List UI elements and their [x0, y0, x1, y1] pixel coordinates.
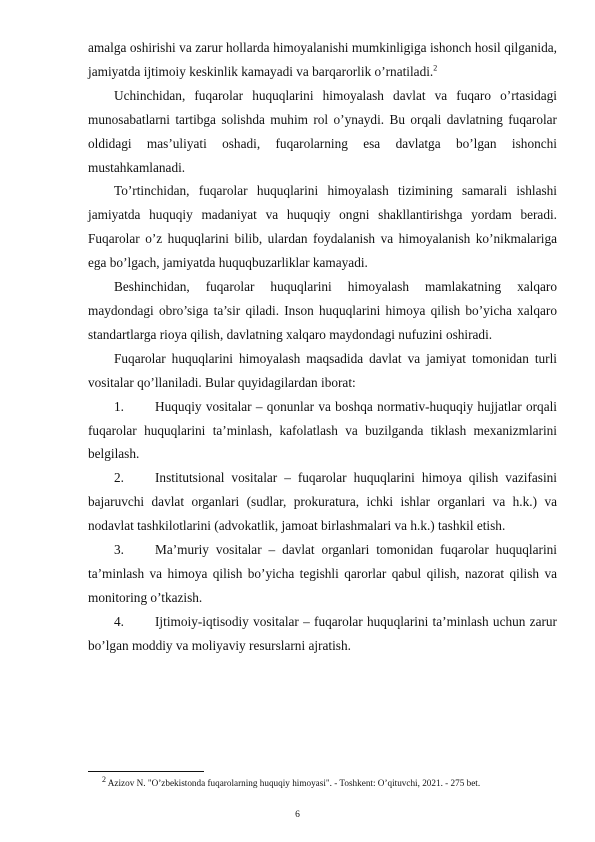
list-text: Ijtimoiy-iqtisodiy vositalar – fuqarolar huquqlarini ta’minlash uchun zarur bo’lgan moddiy va moliyaviy resurslarni ajratish. — [88, 613, 557, 653]
list-item — [88, 395, 557, 467]
list-number: 4. — [114, 613, 124, 629]
list-number: 1. — [114, 398, 124, 414]
footnote — [88, 775, 548, 792]
list-number: 2. — [114, 470, 124, 486]
list-text: Institutsional vositalar – fuqarolar huquqlarini himoya qilish vazifasini bajaruvchi davlat organlari (sudlar, prokuratura, ichki ishlar organlari va h.k.) va nodavlat tashkilotlarini (advokatlik, jamoat birlashmalari va h.k.) tashkil etish. — [88, 470, 557, 534]
paragraph-continuation — [88, 36, 557, 84]
paragraph-text: amalga oshirishi va zarur hollarda himoyalanishi mumkinligiga ishonch hosil qilganida, jamiyatda ijtimoiy keskinlik kamayadi va barqarorlik o’rnatiladi. — [88, 40, 557, 79]
list-text: Huquqiy vositalar – qonunlar va boshqa normativ-huquqiy hujjatlar orqali fuqarolar huquqlarini ta’minlash, kafolatlash va buzilganda tiklash mexanizmlarini belgilash. — [88, 398, 557, 462]
list-number: 3. — [114, 542, 124, 558]
footnote-mark: 2 — [102, 774, 106, 784]
paragraph-fifth: Beshinchidan, fuqarolar huquqlarini himoyalash mamlakatning xalqaro maydondagi obro’siga ta’sir qiladi. Inson huquqlarini himoya qilish bo’yicha xalqaro standartlarga rioya qilish, davlatning xalqaro maydondagi nufuzini oshiradi. — [88, 279, 557, 342]
paragraph-means-intro: Fuqarolar huquqlarini himoyalash maqsadida davlat va jamiyat tomonidan turli vositalar qo’llaniladi. Bular quyidagilardan iborat: — [88, 350, 557, 390]
paragraph-fourth: To’rtinchidan, fuqarolar huquqlarini himoyalash tizimining samarali ishlashi jamiyatda huquqiy madaniyat va huquqiy ongni shakllantirishga yordam beradi. Fuqarolar o’z huquqlarini bilib, ulardan foydalanish va himoyalanish ko’nikmalariga ega bo’lgach, jamiyatda huquqbuzarliklar kamayadi. — [88, 183, 557, 271]
page-number: 6 — [295, 810, 300, 820]
footnote-ref[interactable]: 2 — [433, 63, 438, 73]
page-body — [88, 36, 557, 658]
list-item — [88, 610, 557, 658]
footnote-divider — [88, 771, 204, 772]
list-item — [88, 538, 557, 610]
list-text: Ma’muriy vositalar – davlat organlari tomonidan fuqarolar huquqlarini ta’minlash va himoya qilish bo’yicha tegishli qarorlar qabul qilish, nazorat qilish va monitoring o’tkazish. — [88, 542, 557, 605]
footnote-text: Azizov N. "O’zbekistonda fuqarolarning huquqiy himoyasi". - Toshkent: O’qituvchi, 2021. - 275 bet. — [107, 778, 481, 788]
list-item — [88, 466, 557, 538]
paragraph-third: Uchinchidan, fuqarolar huquqlarini himoyalash davlat va fuqaro o’rtasidagi munosabatlarni tartibga solishda muhim rol o’ynaydi. Bu orqali davlatning fuqarolar oldidagi mas’uliyati oshadi, fuqarolarning esa davlatga bo’lgan ishonchi mustahkamlanadi. — [88, 87, 557, 175]
